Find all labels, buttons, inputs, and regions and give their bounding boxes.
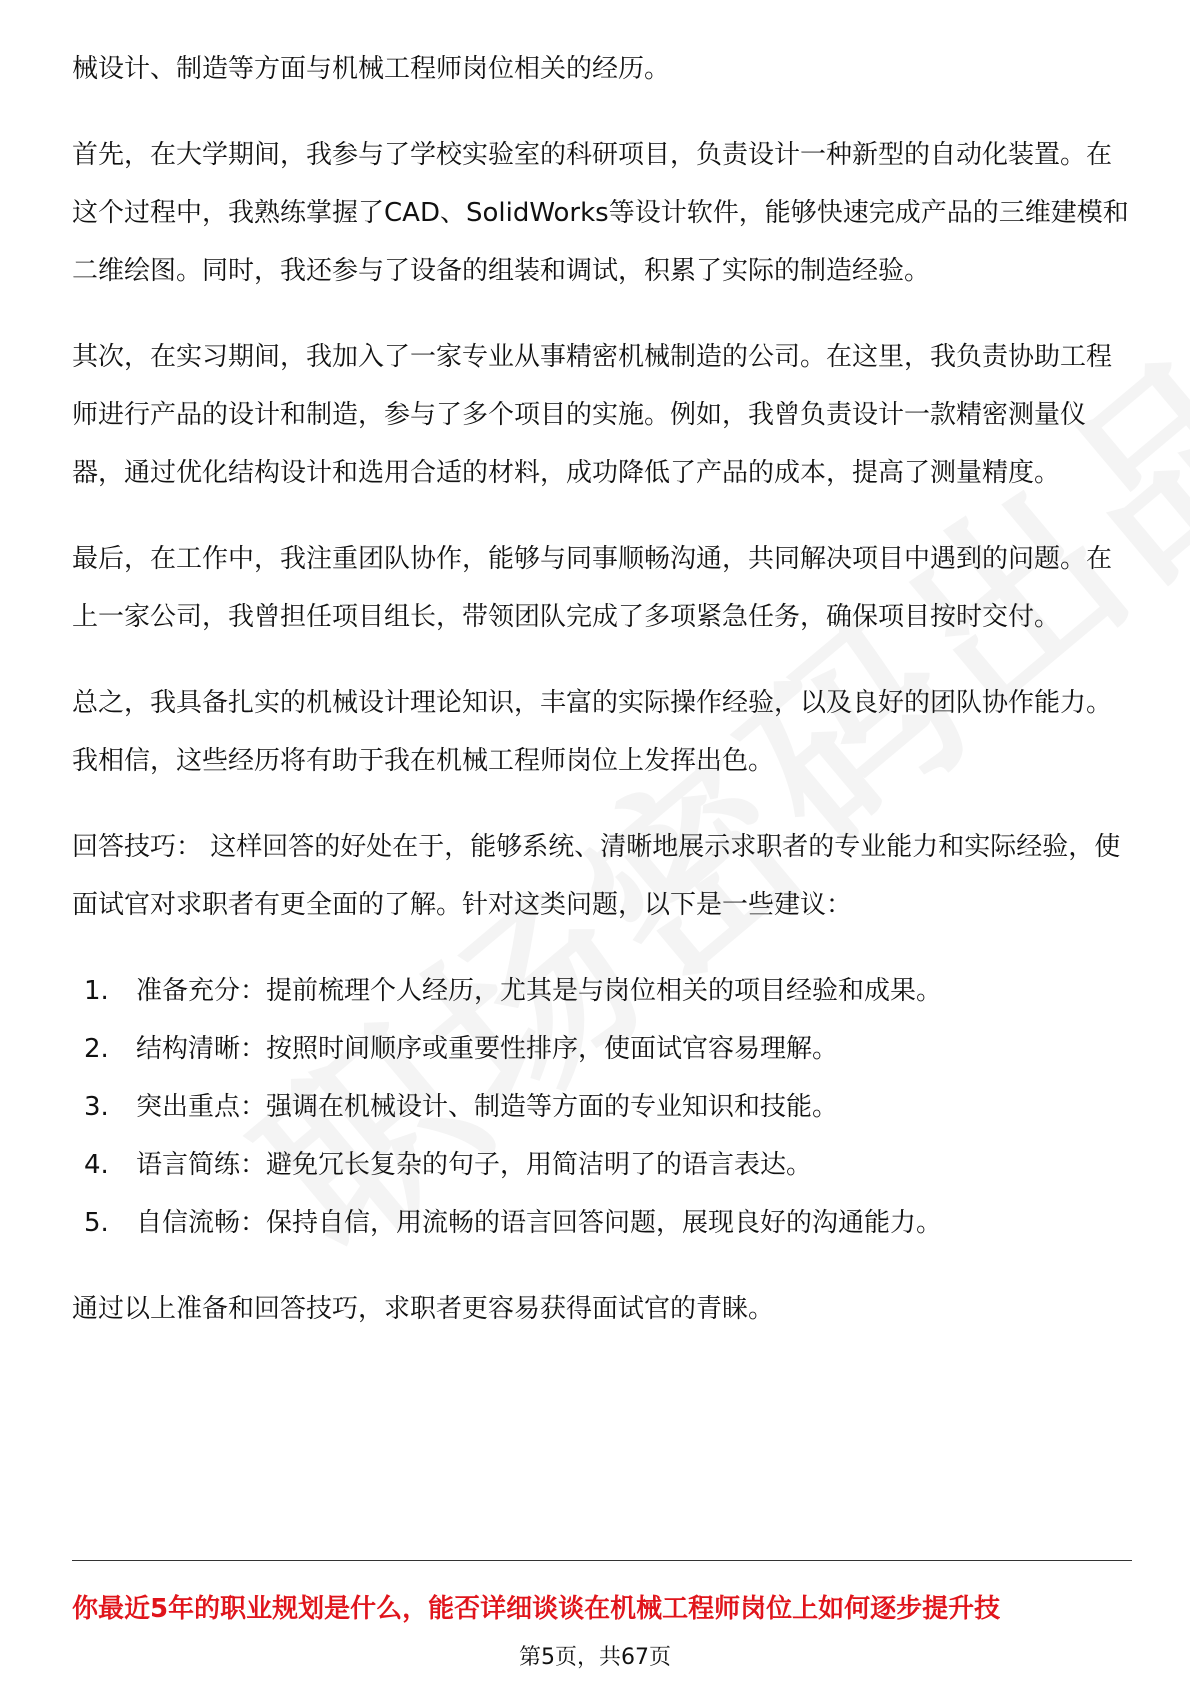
next-question-heading: 你最近5年的职业规划是什么，能否详细谈谈在机械工程师岗位上如何逐步提升技	[72, 1594, 1001, 1624]
paragraph-university: 首先，在大学期间，我参与了学校实验室的科研项目，负责设计一种新型的自动化装置。在这个过程中，我熟练掌握了CAD、SolidWorks等设计软件，能够快速完成产品的三维建模和二维绘图。同时，我还参与了设备的组装和调试，积累了实际的制造经验。	[72, 140, 1129, 286]
list-item	[72, 1136, 1132, 1194]
list-item-text: 语言简练：避免冗长复杂的句子，用简洁明了的语言表达。	[136, 1150, 813, 1180]
paragraph-internship: 其次，在实习期间，我加入了一家专业从事精密机械制造的公司。在这里，我负责协助工程师进行产品的设计和制造，参与了多个项目的实施。例如，我曾负责设计一款精密测量仪器，通过优化结构设计和选用合适的材料，成功降低了产品的成本，提高了测量精度。	[72, 342, 1113, 488]
paragraph-closing: 通过以上准备和回答技巧，求职者更容易获得面试官的青睐。	[72, 1294, 775, 1324]
list-item	[72, 962, 1132, 1020]
list-item-number: 4.	[84, 1150, 109, 1180]
paragraph-intro: 械设计、制造等方面与机械工程师岗位相关的经历。	[72, 54, 671, 84]
footer-divider	[72, 1560, 1132, 1561]
paragraph-work: 最后，在工作中，我注重团队协作，能够与同事顺畅沟通，共同解决项目中遇到的问题。在上一家公司，我曾担任项目组长，带领团队完成了多项紧急任务，确保项目按时交付。	[72, 544, 1113, 632]
list-item-number: 3.	[84, 1092, 109, 1122]
paragraph-summary: 总之，我具备扎实的机械设计理论知识，丰富的实际操作经验，以及良好的团队协作能力。我相信，这些经历将有助于我在机械工程师岗位上发挥出色。	[72, 688, 1113, 776]
tips-list	[72, 962, 1132, 1252]
list-item-number: 5.	[84, 1208, 109, 1238]
list-item-text: 突出重点：强调在机械设计、制造等方面的专业知识和技能。	[136, 1092, 839, 1122]
paragraph-tips-intro: 回答技巧： 这样回答的好处在于，能够系统、清晰地展示求职者的专业能力和实际经验，使面试官对求职者有更全面的了解。针对这类问题，以下是一些建议：	[72, 832, 1121, 920]
document-body	[72, 40, 1132, 1366]
list-item-text: 自信流畅：保持自信，用流畅的语言回答问题，展现良好的沟通能力。	[136, 1208, 943, 1238]
list-item	[72, 1194, 1132, 1252]
list-item	[72, 1020, 1132, 1078]
list-item-text: 结构清晰：按照时间顺序或重要性排序，使面试官容易理解。	[136, 1034, 839, 1064]
page-number: 第5页，共67页	[519, 1645, 671, 1670]
list-item-text: 准备充分：提前梳理个人经历，尤其是与岗位相关的项目经验和成果。	[136, 976, 943, 1006]
list-item	[72, 1078, 1132, 1136]
list-item-number: 2.	[84, 1034, 109, 1064]
list-item-number: 1.	[84, 976, 109, 1006]
